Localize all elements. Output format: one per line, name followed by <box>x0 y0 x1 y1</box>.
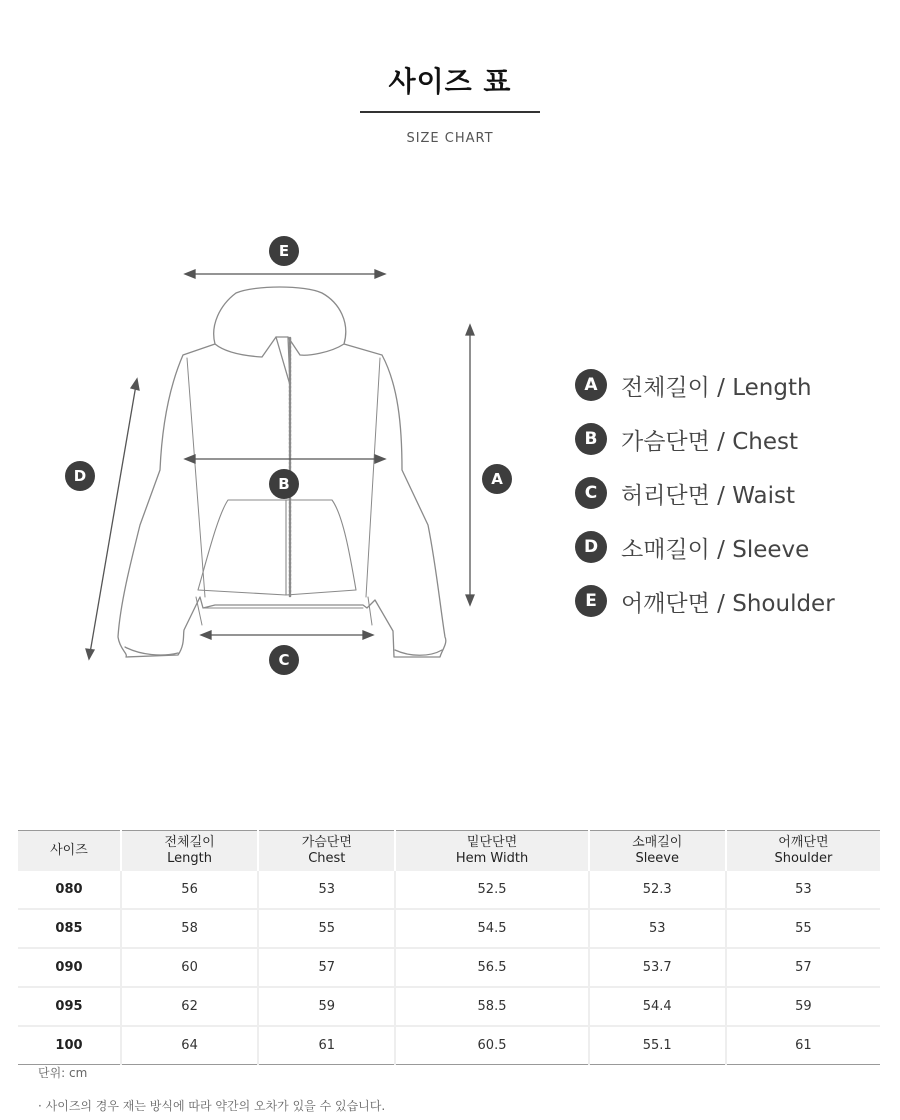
length-cell: 64 <box>121 1026 258 1065</box>
size-cell: 085 <box>18 909 121 948</box>
legend-label-length: 전체길이 / Length <box>621 374 812 401</box>
chest-cell: 53 <box>258 871 395 909</box>
right-raglan-seam <box>366 358 380 597</box>
arrow-c-head-left <box>201 631 211 639</box>
marker-a-label: A <box>491 470 503 488</box>
column-header-hem-en: Hem Width <box>455 851 529 866</box>
arrow-a-head-top <box>466 325 474 335</box>
size-cell: 090 <box>18 948 121 987</box>
sleeve-cell: 53 <box>589 909 726 948</box>
legend-badge-c: C <box>575 477 607 509</box>
table-row <box>18 871 880 909</box>
hem-drawstring-right <box>368 597 372 625</box>
arrow-d-head-bottom <box>86 649 94 659</box>
title-divider <box>360 111 540 113</box>
column-header-length-ko: 전체길이 <box>164 835 215 850</box>
marker-c-label: C <box>278 651 290 669</box>
column-header-length <box>121 831 258 872</box>
legend-badge-d: D <box>575 531 607 563</box>
measurement-arrows <box>86 270 474 659</box>
pocket-bottom <box>286 590 356 595</box>
marker-b-badge <box>269 469 299 499</box>
measurement-legend <box>575 358 875 628</box>
hood-inner-line <box>276 337 290 385</box>
column-header-shoulder-ko: 어깨단면 <box>778 835 829 850</box>
table-row <box>18 948 880 987</box>
table-row <box>18 1026 880 1065</box>
column-header-shoulder-en: Shoulder <box>774 851 833 866</box>
legend-badge-a: A <box>575 369 607 401</box>
legend-badge-e: E <box>575 585 607 617</box>
column-header-sleeve-ko: 소매길이 <box>632 835 683 850</box>
marker-c-badge <box>269 645 299 675</box>
length-cell: 58 <box>121 909 258 948</box>
hem-cell: 52.5 <box>395 871 588 909</box>
left-cuff-line <box>125 647 178 655</box>
length-cell: 60 <box>121 948 258 987</box>
sleeve-cell: 53.7 <box>589 948 726 987</box>
hem-cell: 54.5 <box>395 909 588 948</box>
column-header-sleeve-en: Sleeve <box>635 851 679 866</box>
marker-e-label: E <box>278 242 290 260</box>
column-header-chest-ko: 가슴단면 <box>301 835 352 850</box>
arrow-b-head-right <box>375 455 385 463</box>
table-row <box>18 909 880 948</box>
shoulder-cell: 55 <box>726 909 880 948</box>
size-cell: 100 <box>18 1026 121 1065</box>
arrow-d-head-top <box>131 379 139 390</box>
arrow-c-head-right <box>363 631 373 639</box>
sleeve-cell: 52.3 <box>589 871 726 909</box>
pocket-right <box>286 500 356 590</box>
chest-cell: 61 <box>258 1026 395 1065</box>
hem-cell: 60.5 <box>395 1026 588 1065</box>
hem-cell: 56.5 <box>395 948 588 987</box>
column-header-shoulder <box>726 831 880 872</box>
shoulder-cell: 57 <box>726 948 880 987</box>
column-header-size-ko: 사이즈 <box>50 843 88 858</box>
size-cell: 095 <box>18 987 121 1026</box>
arrow-b-head-left <box>185 455 195 463</box>
sleeve-cell: 55.1 <box>589 1026 726 1065</box>
size-table <box>18 830 880 1065</box>
column-header-hem-ko: 밑단단면 <box>466 835 518 850</box>
pocket-left <box>198 500 286 595</box>
chest-cell: 57 <box>258 948 395 987</box>
shoulder-cell: 61 <box>726 1026 880 1065</box>
legend-item-length <box>575 358 875 412</box>
legend-item-chest <box>575 412 875 466</box>
right-cuff-line <box>395 650 442 655</box>
legend-label-sleeve: 소매길이 / Sleeve <box>621 536 810 563</box>
table-row <box>18 987 880 1026</box>
left-raglan-seam <box>187 358 205 597</box>
measurement-disclaimer: · 사이즈의 경우 재는 방식에 따라 약간의 오차가 있을 수 있습니다. <box>38 1099 386 1113</box>
marker-d-badge <box>65 461 95 491</box>
column-header-hem <box>395 831 588 872</box>
size-cell: 080 <box>18 871 121 909</box>
marker-d-label: D <box>73 467 87 485</box>
legend-label-chest: 가슴단면 / Chest <box>621 428 799 455</box>
marker-b-label: B <box>278 475 290 493</box>
legend-item-waist <box>575 466 875 520</box>
chest-cell: 55 <box>258 909 395 948</box>
legend-item-sleeve <box>575 520 875 574</box>
shoulder-cell: 59 <box>726 987 880 1026</box>
marker-e-badge <box>269 236 299 266</box>
column-header-length-en: Length <box>167 851 212 866</box>
legend-item-shoulder <box>575 574 875 628</box>
page-subtitle: SIZE CHART <box>406 131 494 146</box>
chest-cell: 59 <box>258 987 395 1026</box>
column-header-sleeve <box>589 831 726 872</box>
hoodie-measurement-diagram <box>50 225 530 695</box>
marker-a-badge <box>482 464 512 494</box>
legend-badge-b: B <box>575 423 607 455</box>
column-header-chest-en: Chest <box>308 851 346 866</box>
column-header-chest <box>258 831 395 872</box>
table-header-row <box>18 831 880 872</box>
legend-label-waist: 허리단면 / Waist <box>621 482 795 509</box>
shoulder-cell: 53 <box>726 871 880 909</box>
arrow-d-line <box>90 385 136 653</box>
hood-shape <box>214 287 346 357</box>
column-header-size <box>18 831 121 872</box>
arrow-a-head-bottom <box>466 595 474 605</box>
legend-label-shoulder: 어깨단면 / Shoulder <box>621 590 835 617</box>
arrow-e-head-right <box>375 270 385 278</box>
unit-note: 단위: cm <box>38 1066 88 1080</box>
hem-cell: 58.5 <box>395 987 588 1026</box>
sleeve-cell: 54.4 <box>589 987 726 1026</box>
length-cell: 56 <box>121 871 258 909</box>
length-cell: 62 <box>121 987 258 1026</box>
page-title: 사이즈 표 <box>388 65 512 98</box>
arrow-e-head-left <box>185 270 195 278</box>
